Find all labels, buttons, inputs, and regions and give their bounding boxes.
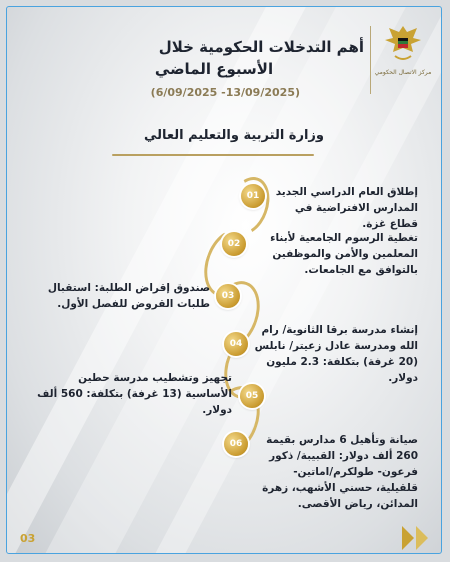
step-06-badge: 06: [224, 432, 248, 456]
section-underline: [112, 154, 314, 156]
date-range: (6/09/2025 -13/09/2025): [150, 86, 300, 99]
section-title: وزارة التربية والتعليم العالي: [143, 128, 324, 143]
step-05-text: تجهيز وتشطيب مدرسة حطين الأساسية (13 غرفة) بتكلفة: 560 ألف دولار.: [37, 372, 232, 416]
eagle-emblem-icon: [383, 22, 423, 66]
step-02-text: تغطية الرسوم الجامعية لأبناء المعلمين والأمن والموظفين بالتوافق مع الجامعات.: [270, 232, 418, 276]
step-04-text: إنشاء مدرسة برقا الثانوية/ رام الله ومدرسة عادل زعيتر/ نابلس (20 غرفة) بتكلفة: 2.3 مليون دولار.: [254, 324, 418, 384]
step-01-badge: 01: [241, 184, 265, 208]
step-06-text: صيانة وتأهيل 6 مدارس بقيمة 260 ألف دولار: القبيبة/ ذكور فرعون- طولكرم/اماتين- قلقيلية، حسني الأشهب، زهرة المدائن، رياض الأقصى.: [262, 434, 418, 510]
title-line-2: الأسبوع الماضي: [154, 60, 274, 78]
logo-caption: مركز الاتصال الحكومي: [374, 69, 432, 76]
header-divider: [370, 26, 371, 94]
chevron-right-icon: [402, 526, 414, 550]
step-03-badge: 03: [216, 284, 240, 308]
step-01-text: إطلاق العام الدراسي الجديد المدارس الافتراضية في قطاع غزة.: [275, 186, 418, 230]
step-03-text: صندوق إقراض الطلبة: استقبال طلبات القروض للفصل الأول.: [47, 282, 210, 310]
step-04-badge: 04: [224, 332, 248, 356]
title-line-1: أهم التدخلات الحكومية خلال: [158, 38, 364, 56]
chevron-right-icon-2: [416, 526, 428, 550]
page-number: 03: [20, 532, 36, 545]
step-02-badge: 02: [222, 232, 246, 256]
step-05-badge: 05: [240, 384, 264, 408]
page-title: [64, 36, 364, 80]
logo: [374, 22, 432, 76]
